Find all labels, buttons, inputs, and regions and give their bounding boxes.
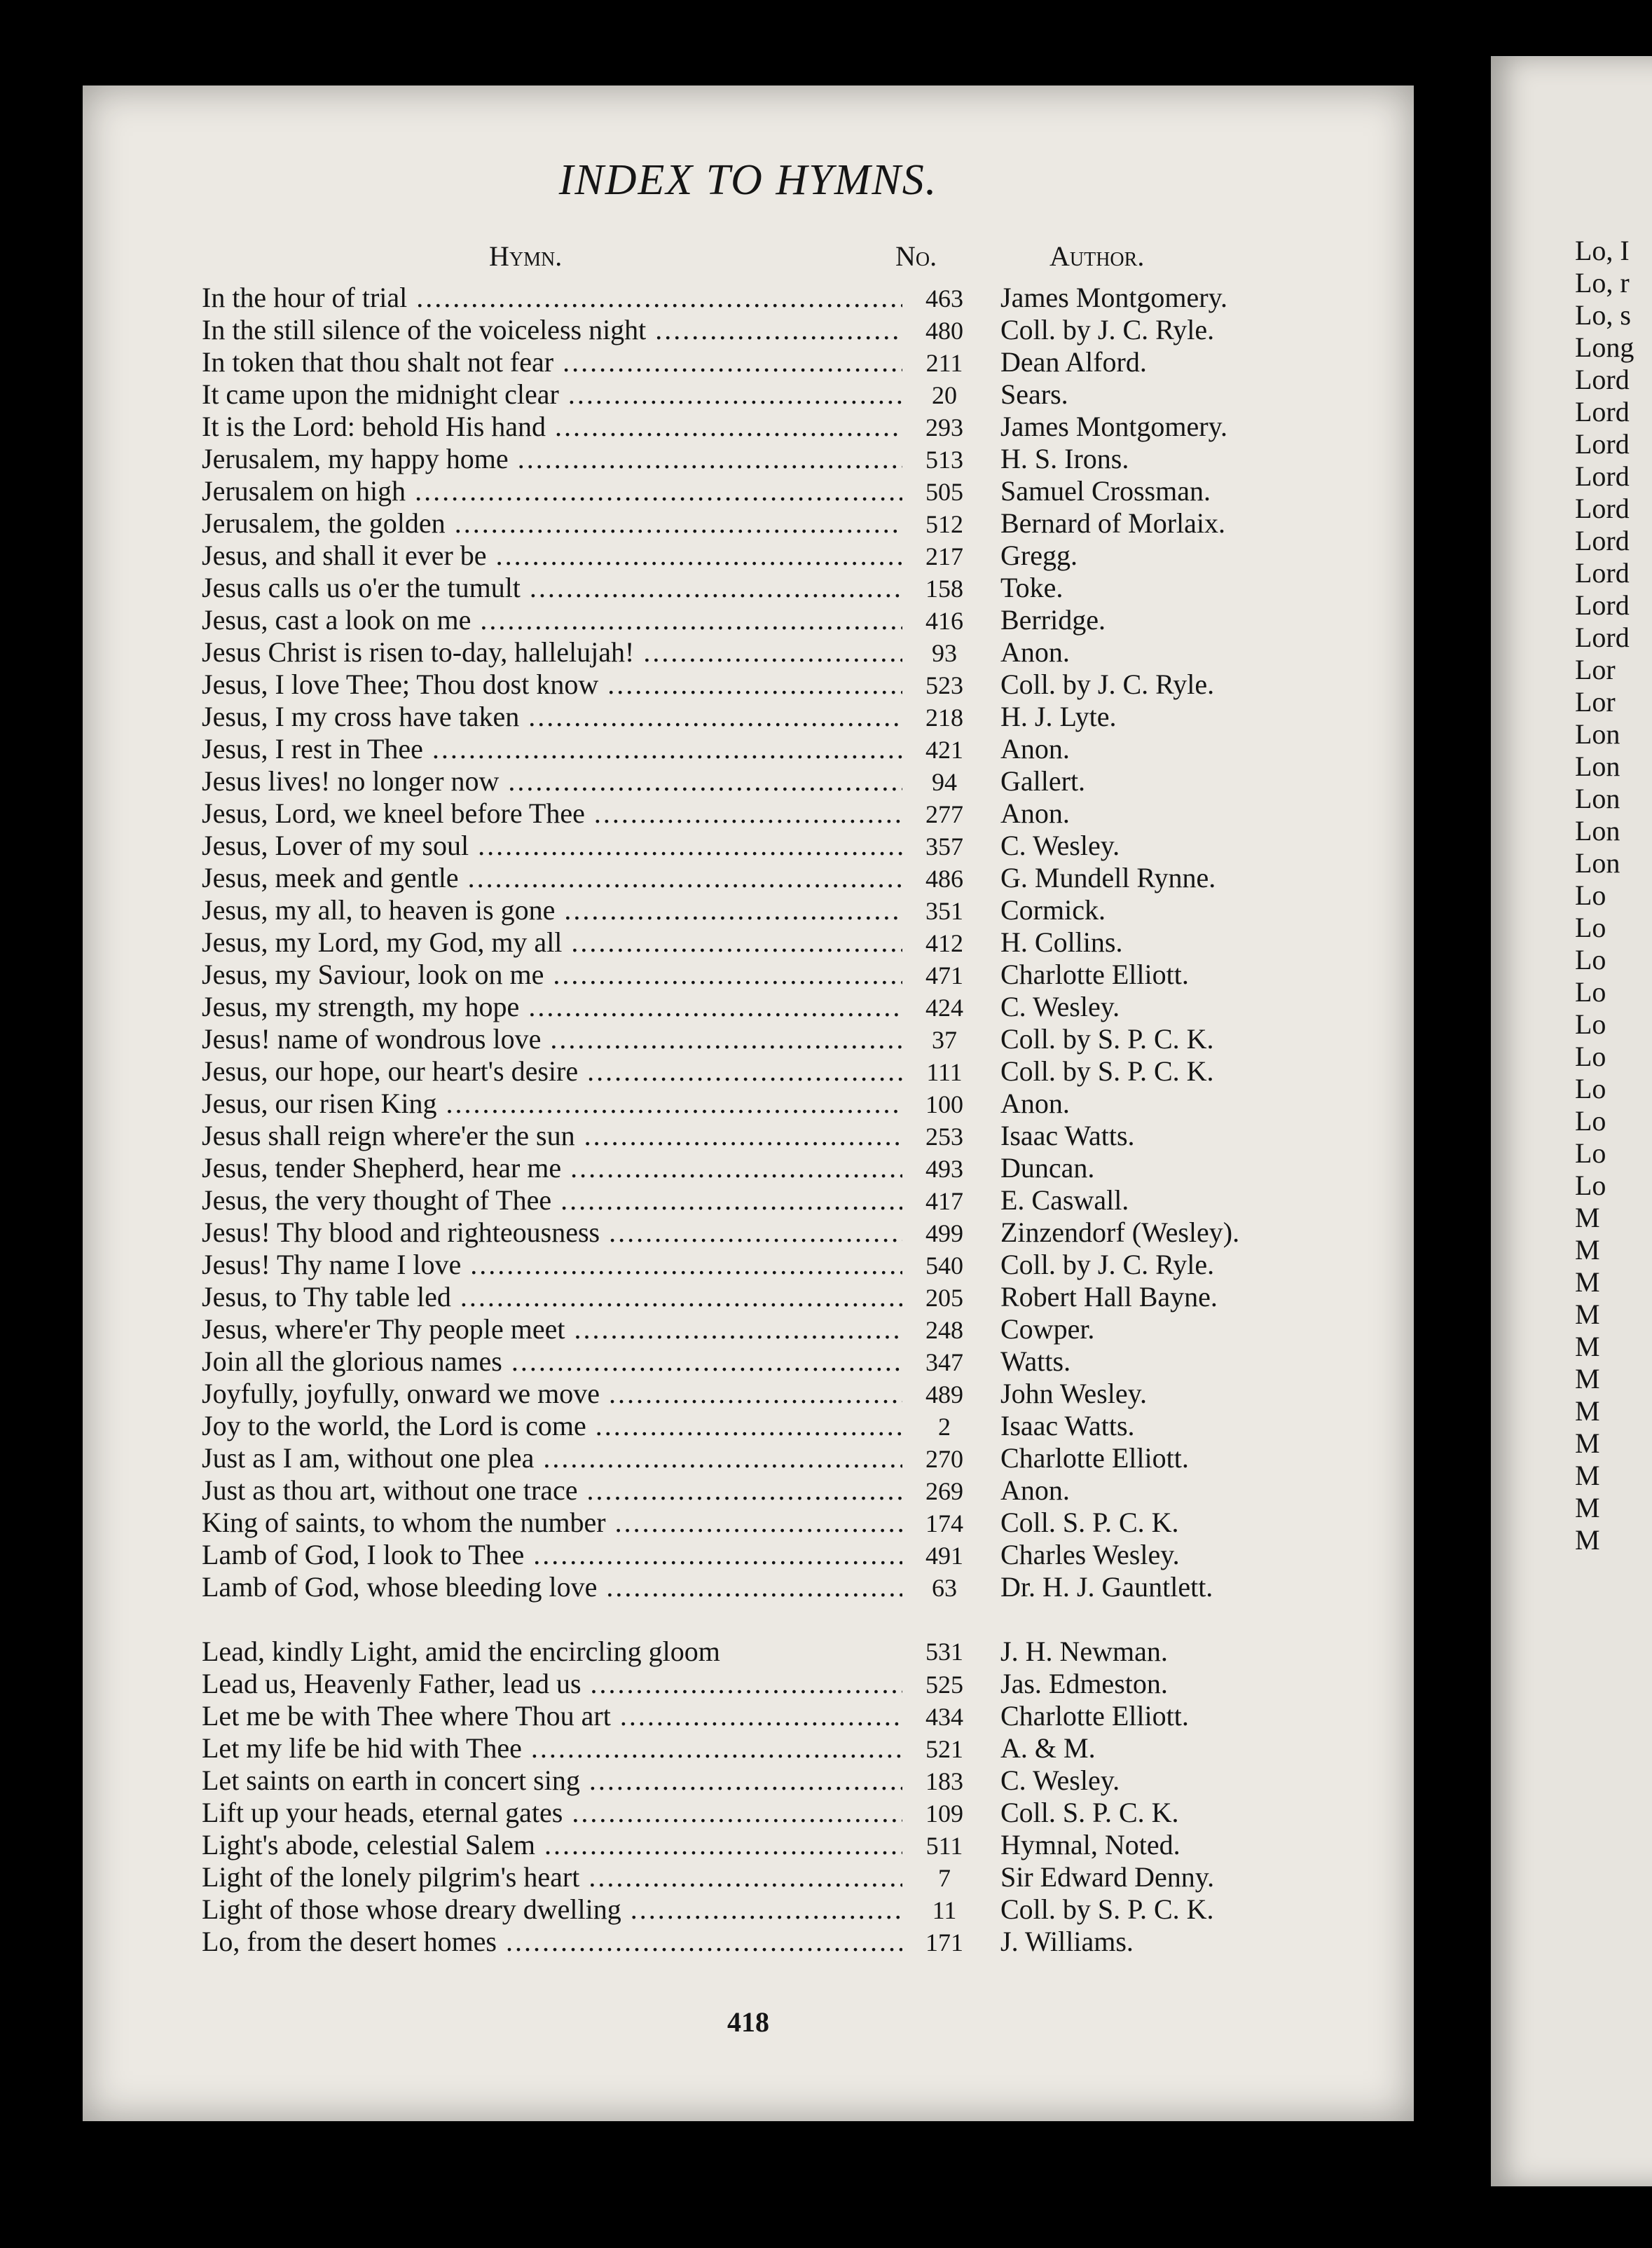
index-row: [202, 765, 1393, 797]
hymn-first-line: Jesus! Thy blood and righteousness .....: [202, 1216, 902, 1249]
hymn-first-line: It came upon the midnight clear .....: [202, 378, 902, 411]
hymn-first-line: Join all the glorious names .....: [202, 1345, 902, 1378]
hymn-author: Dean Alford.: [1000, 346, 1147, 378]
hymn-author: H. Collins.: [1000, 926, 1123, 958]
hymn-number: 489: [925, 1380, 963, 1409]
hymn-author: C. Wesley.: [1000, 991, 1120, 1022]
index-row: [202, 378, 1393, 411]
facing-page-line: Lon: [1575, 751, 1620, 782]
index-row: [202, 1926, 1393, 1958]
hymn-first-line: Jesus, my Lord, my God, my all .....: [202, 926, 902, 959]
index-row: [202, 1249, 1393, 1281]
book-gutter: [1414, 42, 1491, 2228]
hymn-first-line: Jesus, I love Thee; Thou dost know .....: [202, 669, 902, 701]
hymn-author: A. & M.: [1000, 1732, 1096, 1764]
index-row: [202, 572, 1393, 604]
hymn-author: H. S. Irons.: [1000, 443, 1129, 474]
hymn-first-line: Jesus calls us o'er the tumult .....: [202, 572, 902, 604]
hymn-number: 347: [925, 1348, 963, 1376]
hymn-number: 63: [932, 1574, 957, 1602]
hymn-first-line: Jesus, tender Shepherd, hear me .....: [202, 1152, 902, 1184]
hymn-first-line: Lamb of God, I look to Thee .....: [202, 1539, 902, 1571]
facing-page-line: Lord: [1575, 493, 1630, 524]
hymn-first-line: Lift up your heads, eternal gates .....: [202, 1797, 902, 1829]
hymn-author: Sir Edward Denny.: [1000, 1861, 1215, 1893]
hymn-first-line: Lead, kindly Light, amid the encircling gloom: [202, 1636, 720, 1667]
hymn-first-line: Jesus, the very thought of Thee .....: [202, 1184, 902, 1216]
index-row: [202, 1410, 1393, 1442]
hymn-first-line: Jesus, our hope, our heart's desire .....: [202, 1055, 902, 1088]
facing-page-line: M: [1575, 1298, 1600, 1330]
index-row: [202, 830, 1393, 862]
hymn-author: Gregg.: [1000, 540, 1078, 571]
hymn-author: Bernard of Morlaix.: [1000, 507, 1226, 539]
facing-page-line: Lon: [1575, 783, 1620, 814]
facing-page-line: M: [1575, 1202, 1600, 1233]
hymn-author: Coll. S. P. C. K.: [1000, 1797, 1179, 1828]
hymn-first-line: Jesus, to Thy table led .....: [202, 1281, 902, 1313]
facing-page-fragments: [1575, 235, 1634, 1556]
hymn-number: 424: [925, 994, 963, 1022]
hymn-author: Coll. by J. C. Ryle.: [1000, 314, 1215, 345]
hymn-number: 523: [925, 671, 963, 699]
hymn-number: 2: [938, 1413, 951, 1441]
index-row: [202, 1700, 1393, 1732]
index-row: [202, 1378, 1393, 1410]
hymn-first-line: Joyfully, joyfully, onward we move .....: [202, 1378, 902, 1410]
hymn-number: 513: [925, 446, 963, 474]
facing-page-line: Lo, s: [1575, 299, 1631, 331]
hymn-first-line: Jesus, cast a look on me .....: [202, 604, 902, 636]
index-row: [202, 1829, 1393, 1861]
hymn-author: Robert Hall Bayne.: [1000, 1281, 1218, 1313]
hymn-author: Jas. Edmeston.: [1000, 1668, 1168, 1699]
facing-page-line: M: [1575, 1427, 1600, 1459]
hymn-author: C. Wesley.: [1000, 1764, 1120, 1796]
hymn-number: 416: [925, 607, 963, 635]
hymn-number: 37: [932, 1026, 957, 1054]
hymn-number: 111: [926, 1058, 963, 1086]
facing-page-line: Lord: [1575, 428, 1630, 460]
hymn-number: 270: [925, 1445, 963, 1473]
hymn-first-line: Jesus, I my cross have taken .....: [202, 701, 902, 733]
hymn-first-line: Jesus! Thy name I love .....: [202, 1249, 902, 1281]
hymn-number: 293: [925, 413, 963, 441]
index-row: [202, 1539, 1393, 1571]
facing-page-line: Lo: [1575, 1041, 1606, 1072]
index-row: [202, 1732, 1393, 1764]
facing-page-line: M: [1575, 1363, 1600, 1394]
facing-page-line: M: [1575, 1234, 1600, 1266]
index-row: [202, 797, 1393, 830]
facing-page-line: Lo: [1575, 944, 1606, 975]
hymn-number: 277: [925, 800, 963, 828]
index-row: [202, 926, 1393, 959]
hymn-author: James Montgomery.: [1000, 282, 1228, 313]
hymn-number: 491: [925, 1542, 963, 1570]
index-row: [202, 733, 1393, 765]
hymn-first-line: Jesus! name of wondrous love .....: [202, 1023, 902, 1055]
column-header-hymn: Hymn.: [489, 240, 563, 272]
hymn-author: Charles Wesley.: [1000, 1539, 1180, 1570]
index-row: [202, 282, 1393, 314]
facing-page: [1491, 56, 1652, 2186]
column-header-no: No.: [895, 240, 937, 272]
facing-page-line: Lord: [1575, 460, 1630, 492]
index-row: [202, 1345, 1393, 1378]
hymn-first-line: Just as I am, without one plea .....: [202, 1442, 902, 1474]
hymn-number: 11: [932, 1896, 957, 1924]
facing-page-line: Lo: [1575, 1137, 1606, 1169]
column-header-author: Author.: [1049, 240, 1145, 272]
hymn-number: 505: [925, 478, 963, 506]
hymn-number: 499: [925, 1219, 963, 1247]
hymn-first-line: Jesus, where'er Thy people meet .....: [202, 1313, 902, 1345]
facing-page-line: Lo: [1575, 879, 1606, 911]
index-row: [202, 1603, 1393, 1668]
hymn-author: H. J. Lyte.: [1000, 701, 1117, 732]
hymn-first-line: Jesus, my strength, my hope .....: [202, 991, 902, 1023]
hymn-number: 93: [932, 639, 957, 667]
index-row: [202, 1861, 1393, 1893]
hymn-number: 357: [925, 832, 963, 861]
hymn-author: Cormick.: [1000, 894, 1106, 926]
hymn-number: 512: [925, 510, 963, 538]
index-row: [202, 1281, 1393, 1313]
hymn-number: 94: [932, 768, 957, 796]
index-row: [202, 475, 1393, 507]
hymn-number: 205: [925, 1284, 963, 1312]
index-row: [202, 1055, 1393, 1088]
hymn-number: 417: [925, 1187, 963, 1215]
hymn-number: 421: [925, 736, 963, 764]
hymn-first-line: Jesus, our risen King .....: [202, 1088, 902, 1120]
hymn-author: Samuel Crossman.: [1000, 475, 1211, 507]
facing-page-line: Lord: [1575, 589, 1630, 621]
hymn-first-line: In the still silence of the voiceless night .....: [202, 314, 902, 346]
hymn-author: J. H. Newman.: [1000, 1636, 1168, 1667]
hymn-first-line: Jesus, Lover of my soul .....: [202, 830, 902, 862]
hymn-author: Anon.: [1000, 733, 1070, 765]
hymn-first-line: Jerusalem, the golden .....: [202, 507, 902, 540]
index-row: [202, 411, 1393, 443]
facing-page-line: M: [1575, 1460, 1600, 1491]
hymn-number: 253: [925, 1123, 963, 1151]
index-row: [202, 1023, 1393, 1055]
hymn-first-line: Jesus, meek and gentle .....: [202, 862, 902, 894]
hymn-number: 471: [925, 961, 963, 989]
hymn-number: 412: [925, 929, 963, 957]
facing-page-line: M: [1575, 1266, 1600, 1298]
hymn-first-line: Jesus, my Saviour, look on me .....: [202, 959, 902, 991]
facing-page-line: Lord: [1575, 525, 1630, 556]
hymn-number: 248: [925, 1316, 963, 1344]
hymn-first-line: Jesus shall reign where'er the sun .....: [202, 1120, 902, 1152]
page-number: 418: [727, 2006, 769, 2038]
index-row: [202, 1668, 1393, 1700]
facing-page-line: M: [1575, 1492, 1600, 1523]
facing-page-line: Lord: [1575, 622, 1630, 653]
facing-page-line: Lo, I: [1575, 235, 1630, 266]
hymn-first-line: Jesus, my all, to heaven is gone .....: [202, 894, 902, 926]
facing-page-line: Lo: [1575, 976, 1606, 1008]
index-row: [202, 1797, 1393, 1829]
hymn-number: 217: [925, 542, 963, 570]
page-title: INDEX TO HYMNS.: [558, 156, 938, 204]
hymn-author: E. Caswall.: [1000, 1184, 1129, 1216]
hymn-author: J. Williams.: [1000, 1926, 1134, 1957]
hymn-author: John Wesley.: [1000, 1378, 1147, 1409]
index-row: [202, 862, 1393, 894]
index-row: [202, 1507, 1393, 1539]
index-row: [202, 1893, 1393, 1926]
hymn-first-line: Lead us, Heavenly Father, lead us .....: [202, 1668, 902, 1700]
index-row: [202, 1442, 1393, 1474]
facing-page-line: Lo: [1575, 1170, 1606, 1201]
index-row: [202, 894, 1393, 926]
hymn-author: Isaac Watts.: [1000, 1410, 1135, 1441]
hymn-author: Anon.: [1000, 797, 1070, 829]
hymn-author: Charlotte Elliott.: [1000, 1700, 1189, 1732]
hymn-first-line: Let saints on earth in concert sing .....: [202, 1764, 902, 1797]
hymn-first-line: Jerusalem on high .....: [202, 475, 902, 507]
hymn-number: 486: [925, 865, 963, 893]
hymn-author: Dr. H. J. Gauntlett.: [1000, 1571, 1213, 1603]
hymn-first-line: Jesus, I rest in Thee .....: [202, 733, 902, 765]
hymn-author: Coll. by S. P. C. K.: [1000, 1023, 1214, 1055]
hymn-author: C. Wesley.: [1000, 830, 1120, 861]
facing-page-line: Lo: [1575, 1073, 1606, 1104]
hymn-first-line: King of saints, to whom the number .....: [202, 1507, 902, 1539]
index-row: [202, 1571, 1393, 1603]
facing-page-line: Lon: [1575, 847, 1620, 879]
hymn-first-line: Joy to the world, the Lord is come .....: [202, 1410, 902, 1442]
index-row: [202, 959, 1393, 991]
hymn-author: Coll. by S. P. C. K.: [1000, 1893, 1214, 1925]
hymn-number: 511: [925, 1832, 963, 1860]
hymn-number: 158: [925, 575, 963, 603]
hymn-first-line: Lo, from the desert homes .....: [202, 1926, 902, 1958]
index-row: [202, 1088, 1393, 1120]
facing-page-line: Lo: [1575, 1008, 1606, 1040]
hymn-number: 100: [925, 1090, 963, 1118]
hymn-first-line: Light of the lonely pilgrim's heart .....: [202, 1861, 902, 1893]
hymn-number: 540: [925, 1252, 963, 1280]
hymn-author: Sears.: [1000, 378, 1068, 410]
hymn-number: 463: [925, 285, 963, 313]
hymn-author: Anon.: [1000, 1474, 1070, 1506]
facing-page-line: M: [1575, 1331, 1600, 1362]
hymn-first-line: In the hour of trial .....: [202, 282, 902, 314]
index-row: [202, 1764, 1393, 1797]
hymn-author: Hymnal, Noted.: [1000, 1829, 1181, 1860]
hymn-first-line: Jesus lives! no longer now .....: [202, 765, 902, 797]
hymn-author: Zinzendorf (Wesley).: [1000, 1216, 1240, 1248]
facing-page-line: Lord: [1575, 396, 1630, 427]
facing-page-line: M: [1575, 1524, 1600, 1556]
hymn-number: 171: [925, 1928, 963, 1956]
hymn-first-line: It is the Lord: behold His hand .....: [202, 411, 902, 443]
hymn-number: 493: [925, 1155, 963, 1183]
index-row: [202, 314, 1393, 346]
index-row: [202, 443, 1393, 475]
hymn-author: Cowper.: [1000, 1313, 1095, 1345]
facing-page-line: Long: [1575, 331, 1634, 363]
hymn-author: Coll. by S. P. C. K.: [1000, 1055, 1214, 1087]
index-row: [202, 604, 1393, 636]
hymn-first-line: Jesus, Lord, we kneel before Thee .....: [202, 797, 902, 830]
facing-page-line: Lor: [1575, 654, 1616, 685]
hymn-first-line: Light of those whose dreary dwelling .....: [202, 1893, 902, 1926]
hymn-number: 480: [925, 317, 963, 345]
index-row: [202, 1474, 1393, 1507]
hymn-first-line: In token that thou shalt not fear .....: [202, 346, 902, 378]
hymn-first-line: Just as thou art, without one trace .....: [202, 1474, 902, 1507]
hymn-author: Toke.: [1000, 572, 1064, 603]
facing-page-line: Lor: [1575, 686, 1616, 718]
hymn-author: James Montgomery.: [1000, 411, 1228, 442]
index-row: [202, 991, 1393, 1023]
hymn-number: 109: [925, 1800, 963, 1828]
facing-page-line: Lord: [1575, 364, 1630, 395]
hymn-number: 7: [938, 1864, 951, 1892]
hymn-first-line: Lamb of God, whose bleeding love .....: [202, 1571, 902, 1603]
hymn-number: 531: [925, 1638, 963, 1666]
hymn-number: 174: [925, 1509, 963, 1537]
facing-page-line: Lon: [1575, 815, 1620, 847]
hymn-author: Coll. S. P. C. K.: [1000, 1507, 1179, 1538]
index-row: [202, 1152, 1393, 1184]
hymn-number: 20: [932, 381, 957, 409]
index-row: [202, 540, 1393, 572]
index-row: [202, 1184, 1393, 1216]
facing-page-line: Lon: [1575, 718, 1620, 750]
index-page: [83, 85, 1414, 2121]
hymn-author: Charlotte Elliott.: [1000, 959, 1189, 990]
hymn-first-line: Jesus Christ is risen to-day, hallelujah! .....: [202, 636, 902, 669]
hymn-index-list: [202, 282, 1393, 1958]
index-row: [202, 1313, 1393, 1345]
hymn-number: 269: [925, 1477, 963, 1505]
hymn-number: 211: [925, 349, 963, 377]
hymn-first-line: Light's abode, celestial Salem .....: [202, 1829, 902, 1861]
index-row: [202, 701, 1393, 733]
hymn-author: Anon.: [1000, 1088, 1070, 1119]
index-row: [202, 636, 1393, 669]
hymn-author: Charlotte Elliott.: [1000, 1442, 1189, 1474]
hymn-first-line: Let my life be hid with Thee .....: [202, 1732, 902, 1764]
index-row: [202, 1120, 1393, 1152]
hymn-number: 218: [925, 704, 963, 732]
hymn-number: 434: [925, 1703, 963, 1731]
hymn-author: Isaac Watts.: [1000, 1120, 1135, 1151]
hymn-author: Anon.: [1000, 636, 1070, 668]
facing-page-line: Lo: [1575, 912, 1606, 943]
facing-page-line: Lord: [1575, 557, 1630, 589]
hymn-first-line: Jerusalem, my happy home .....: [202, 443, 902, 475]
hymn-first-line: Let me be with Thee where Thou art .....: [202, 1700, 902, 1732]
hymn-author: Berridge.: [1000, 604, 1106, 636]
hymn-author: Coll. by J. C. Ryle.: [1000, 1249, 1215, 1280]
facing-page-line: Lo: [1575, 1105, 1606, 1137]
hymn-number: 521: [925, 1735, 963, 1763]
index-row: [202, 669, 1393, 701]
hymn-author: Duncan.: [1000, 1152, 1095, 1184]
hymn-first-line: Jesus, and shall it ever be .....: [202, 540, 902, 572]
hymn-author: Gallert.: [1000, 765, 1086, 797]
index-row: [202, 1216, 1393, 1249]
hymn-author: Watts.: [1000, 1345, 1071, 1377]
facing-page-line: Lo, r: [1575, 267, 1630, 299]
facing-page-line: M: [1575, 1395, 1600, 1427]
hymn-number: 351: [925, 897, 963, 925]
hymn-number: 183: [925, 1767, 963, 1795]
hymn-author: G. Mundell Rynne.: [1000, 862, 1216, 893]
index-row: [202, 507, 1393, 540]
index-row: [202, 346, 1393, 378]
hymn-number: 525: [925, 1671, 963, 1699]
hymn-author: Coll. by J. C. Ryle.: [1000, 669, 1215, 700]
